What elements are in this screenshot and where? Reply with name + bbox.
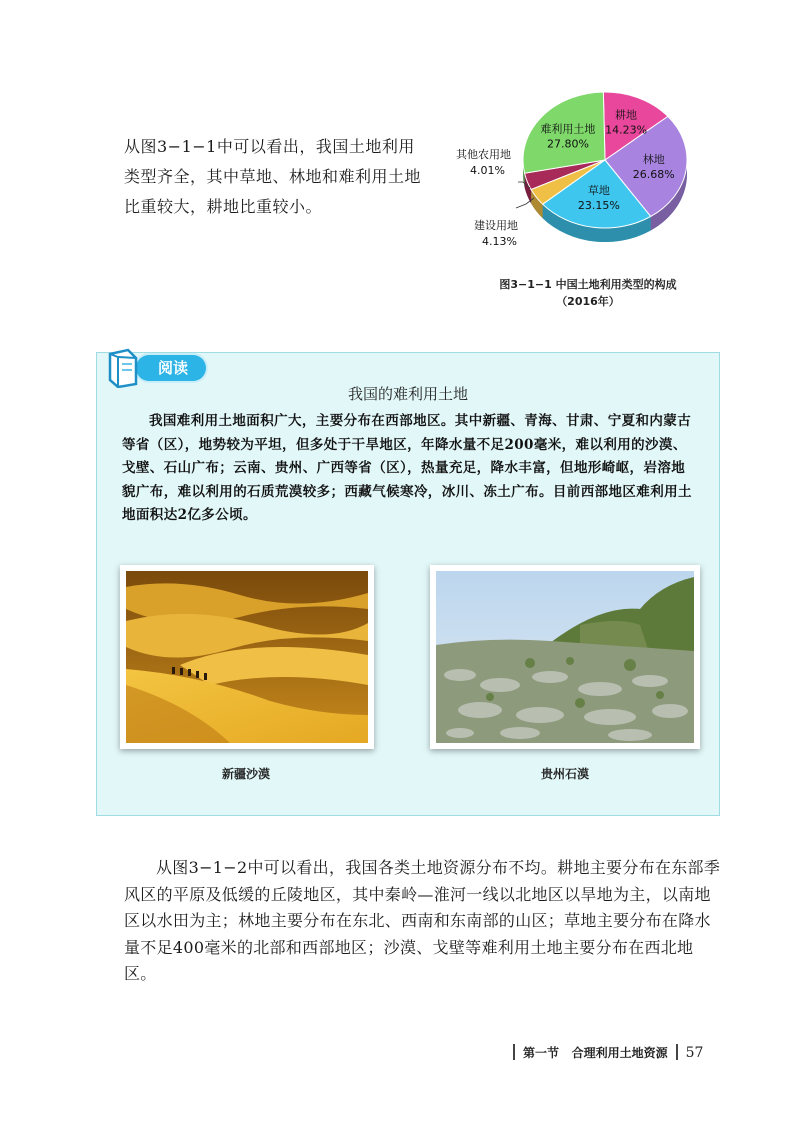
guizhou-rock-desert-photo — [430, 565, 700, 749]
intro-paragraph: 从图3−1−1中可以看出，我国土地利用类型齐全，其中草地、林地和难利用土地比重较大，耕地比重较小。 — [124, 137, 422, 216]
reading-title: 我国的难利用土地 — [347, 385, 468, 403]
pie-label-value-2: 23.15% — [577, 199, 620, 213]
desert-illustration — [120, 565, 374, 749]
body-paragraph-text: 从图3−1−2中可以看出，我国各类土地资源分布不均。耕地主要分布在东部季风区的平原及低缓的丘陵地区，其中秦岭—淮河一线以北地区以旱地为主，以南地区以水田为主；林地主要分布在东北、西南和东南部的山区；草地主要分布在降水量不足400毫米的北部和西部地区；沙漠、戈壁等难利用土地主要分布在西北地区。 — [124, 858, 721, 983]
footer-separator-left — [513, 1044, 515, 1060]
reading-badge-label: 阅读 — [136, 355, 206, 381]
pie-label-name-5: 难利用土地 — [540, 122, 596, 136]
book-icon — [106, 348, 140, 388]
figure-subtitle: （2016年） — [556, 295, 620, 308]
footer-section-title: 合理利用土地资源 — [571, 1046, 668, 1060]
pie-label-value-1: 26.68% — [632, 167, 675, 181]
pie-label-value-5: 27.80% — [546, 137, 589, 151]
footer-separator-right — [676, 1044, 678, 1060]
xinjiang-desert-photo — [120, 565, 374, 749]
pie-label-other-ag: 其他农用地 4.01% — [456, 148, 511, 177]
pie-label-name-0: 耕地 — [615, 108, 638, 122]
body-paragraph — [124, 855, 724, 988]
figure-caption — [468, 276, 708, 310]
pie-label-construction: 建设用地 4.13% — [474, 219, 518, 248]
photo-caption-desert: 新疆沙漠 — [221, 767, 270, 781]
reading-text: 我国难利用土地面积广大，主要分布在西部地区。其中新疆、青海、甘肃、宁夏和内蒙古等省（区），地势较为平坦，但多处于干旱地区，年降水量不足200毫米，难以利用的沙漠、戈壁、石山广布；云南、贵州、广西等省（区），热量充足，降水丰富，但地形崎岖，岩溶地貌广布，难以利用的石质荒漠较多；西藏气候寒冷，冰川、冻土广布。目前西部地区难利用土地面积达2亿多公顷。 — [122, 413, 692, 524]
footer-section: 第一节 — [523, 1046, 560, 1060]
pie-label-value-0: 14.23% — [605, 123, 648, 137]
page-footer — [505, 1044, 703, 1061]
pie-label-name-2: 草地 — [587, 184, 610, 198]
page-number: 57 — [685, 1045, 704, 1061]
photo-caption-rock-desert: 贵州石漠 — [540, 767, 589, 781]
figure-title: 图3−1−1 中国土地利用类型的构成 — [499, 278, 677, 291]
rock-desert-illustration — [430, 565, 700, 749]
pie-label-name-1: 林地 — [642, 152, 665, 166]
